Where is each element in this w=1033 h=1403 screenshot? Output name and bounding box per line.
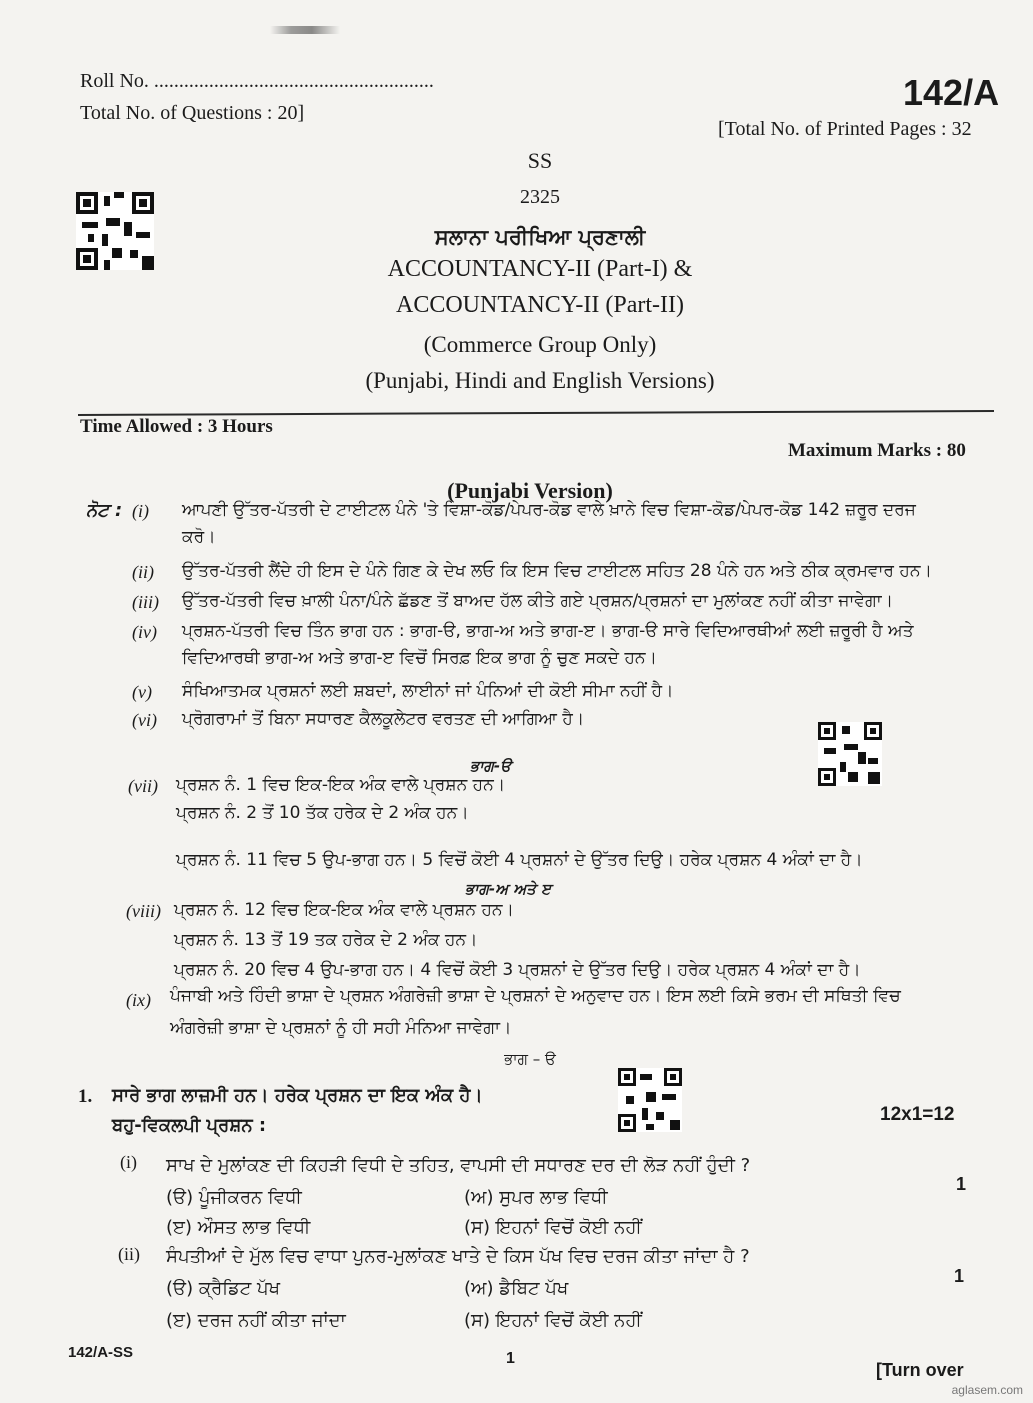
- qr-code-top: [76, 192, 154, 270]
- version-title: (Punjabi Version): [447, 478, 613, 503]
- note-text: ਕਰੋ।: [182, 527, 216, 547]
- note-text: ਪ੍ਰਸ਼ਨ ਨੰ. 2 ਤੋਂ 10 ਤੱਕ ਹਰੇਕ ਦੇ 2 ਅੰਕ ਹਨ।: [176, 803, 469, 823]
- subject-line-2: ACCOUNTANCY-II (Part-II): [395, 292, 685, 318]
- subject-line-1: ACCOUNTANCY-II (Part-I) &: [387, 256, 693, 282]
- section-heading: ਭਾਗ – ੳ: [504, 1050, 556, 1068]
- question-instruction: ਸਾਰੇ ਭਾਗ ਲਾਜ਼ਮੀ ਹਨ। ਹਰੇਕ ਪ੍ਰਸ਼ਨ ਦਾ ਇਕ ਅੰਕ ਹੈ।: [112, 1085, 483, 1106]
- note-text: ਉੱਤਰ-ਪੱਤਰੀ ਲੈਂਦੇ ਹੀ ਇਸ ਦੇ ਪੰਨੇ ਗਿਣ ਕੇ ਦੇਖ ਲਓ ਕਿ ਇਸ ਵਿਚ ਟਾਈਟਲ ਸਹਿਤ 28 ਪੰਨੇ ਹਨ ਅਤੇ ਠੀਕ ਕ੍ਰਮਵਾਰ ਹਨ।: [182, 561, 932, 581]
- subquestion-mark: 1: [956, 1174, 967, 1194]
- note-number: (iii): [132, 592, 159, 612]
- note-text: ਅੰਗਰੇਜ਼ੀ ਭਾਸ਼ਾ ਦੇ ਪ੍ਰਸ਼ਨਾਂ ਨੂੰ ਹੀ ਸਹੀ ਮੰਨਿਆ ਜਾਵੇਗਾ।: [170, 1018, 512, 1038]
- note-number: (i): [132, 501, 149, 521]
- qr-code-middle: [818, 722, 882, 786]
- note-text: ਆਪਣੀ ਉੱਤਰ-ਪੱਤਰੀ ਦੇ ਟਾਈਟਲ ਪੰਨੇ 'ਤੇ ਵਿਸ਼ਾ-ਕੋਡ/ਪੇਪਰ-ਕੋਡ ਵਾਲੇ ਖ਼ਾਨੇ ਵਿਚ ਵਿਸ਼ਾ-ਕੋਡ/ਪੇਪਰ-ਕੋਡ 142 ਜ਼ਰੂਰ ਦਰਜ: [182, 500, 916, 520]
- group-line: (Commerce Group Only): [423, 332, 657, 357]
- session-code: 2325: [520, 186, 560, 208]
- watermark: aglasem.com: [951, 1383, 1023, 1397]
- note-text: ਪ੍ਰਸ਼ਨ ਨੰ. 13 ਤੋਂ 19 ਤਕ ਹਰੇਕ ਦੇ 2 ਅੰਕ ਹਨ।: [174, 930, 478, 950]
- subquestion-text: ਸਾਖ ਦੇ ਮੁਲਾਂਕਣ ਦੀ ਕਿਹੜੀ ਵਿਧੀ ਦੇ ਤਹਿਤ, ਵਾਪਸੀ ਦੀ ਸਧਾਰਣ ਦਰ ਦੀ ਲੋੜ ਨਹੀਂ ਹੁੰਦੀ ?: [166, 1155, 751, 1176]
- scheme-title: ਸਲਾਨਾ ਪਰੀਖਿਆ ਪ੍ਰਣਾਲੀ: [434, 225, 646, 249]
- note-number: (vii): [128, 776, 158, 796]
- total-questions: Total No. of Questions : 20]: [80, 102, 305, 124]
- note-text: ਪ੍ਰਸ਼ਨ ਨੰ. 20 ਵਿਚ 4 ਉਪ-ਭਾਗ ਹਨ। 4 ਵਿਚੋਂ ਕੋਈ 3 ਪ੍ਰਸ਼ਨਾਂ ਦੇ ਉੱਤਰ ਦਿਉ। ਹਰੇਕ ਪ੍ਰਸ਼ਨ 4 ਅੰਕਾਂ ਦਾ ਹੈ।: [174, 960, 861, 980]
- question-marks: 12x1=12: [880, 1104, 955, 1125]
- scan-mark: [270, 26, 340, 34]
- note-text: ਪ੍ਰਸ਼ਨ ਨੰ. 12 ਵਿਚ ਇਕ-ਇਕ ਅੰਕ ਵਾਲੇ ਪ੍ਰਸ਼ਨ ਹਨ।: [174, 900, 514, 920]
- option-d: (ਸ) ਇਹਨਾਂ ਵਿਚੋਂ ਕੋਈ ਨਹੀਂ: [464, 1217, 642, 1238]
- note-text: ਪੰਜਾਬੀ ਅਤੇ ਹਿੰਦੀ ਭਾਸ਼ਾ ਦੇ ਪ੍ਰਸ਼ਨ ਅੰਗਰੇਜ਼ੀ ਭਾਸ਼ਾ ਦੇ ਪ੍ਰਸ਼ਨਾਂ ਦੇ ਅਨੁਵਾਦ ਹਨ। ਇਸ ਲਈ ਕਿਸੇ ਭਰਮ ਦੀ ਸਥਿਤੀ ਵਿਚ: [170, 986, 901, 1006]
- page-number: 1: [506, 1350, 515, 1367]
- note-text: ਵਿਦਿਆਰਥੀ ਭਾਗ-ਅ ਅਤੇ ਭਾਗ-ੲ ਵਿਚੋਂ ਸਿਰਫ਼ ਇਕ ਭਾਗ ਨੂੰ ਚੁਣ ਸਕਦੇ ਹਨ।: [182, 648, 657, 668]
- note-number: (v): [132, 682, 152, 702]
- versions-line: (Punjabi, Hindi and English Versions): [365, 368, 715, 393]
- question-subtitle: ਬਹੁ-ਵਿਕਲਪੀ ਪ੍ਰਸ਼ਨ :: [112, 1115, 267, 1136]
- maximum-marks: Maximum Marks : 80: [788, 440, 966, 461]
- option-d: (ਸ) ਇਹਨਾਂ ਵਿਚੋਂ ਕੋਈ ਨਹੀਂ: [464, 1310, 642, 1331]
- option-b: (ਅ) ਸੁਪਰ ਲਾਭ ਵਿਧੀ: [464, 1187, 608, 1208]
- part-bc-heading: ਭਾਗ-ਅ ਅਤੇ ੲ: [465, 880, 551, 898]
- subquestion-text: ਸੰਪਤੀਆਂ ਦੇ ਮੁੱਲ ਵਿਚ ਵਾਧਾ ਪੁਨਰ-ਮੁਲਾਂਕਣ ਖਾਤੇ ਦੇ ਕਿਸ ਪੱਖ ਵਿਚ ਦਰਜ ਕੀਤਾ ਜਾਂਦਾ ਹੈ ?: [166, 1246, 750, 1267]
- roll-no-line: Roll No. ........................................................: [80, 70, 434, 92]
- note-number: (iv): [132, 622, 157, 642]
- option-b: (ਅ) ਡੈਬਿਟ ਪੱਖ: [464, 1278, 569, 1299]
- note-number: (ix): [126, 990, 151, 1010]
- paper-code: 142/A: [903, 72, 1000, 113]
- note-number: (viii): [126, 901, 161, 921]
- subquestion-mark: 1: [954, 1266, 965, 1286]
- footer-code: 142/A-SS: [68, 1344, 134, 1361]
- note-text: ਉੱਤਰ-ਪੱਤਰੀ ਵਿਚ ਖ਼ਾਲੀ ਪੰਨਾ/ਪੰਨੇ ਛੱਡਣ ਤੋਂ ਬਾਅਦ ਹੱਲ ਕੀਤੇ ਗਏ ਪ੍ਰਸ਼ਨ/ਪ੍ਰਸ਼ਨਾਂ ਦਾ ਮੁਲਾਂਕਣ ਨਹੀਂ ਕੀਤਾ ਜਾਵੇਗਾ।: [182, 591, 894, 611]
- option-c: (ੲ) ਦਰਜ ਨਹੀਂ ਕੀਤਾ ਜਾਂਦਾ: [166, 1310, 346, 1331]
- option-a: (ੳ) ਕ੍ਰੈਡਿਟ ਪੱਖ: [166, 1278, 281, 1299]
- question-number: 1.: [78, 1086, 93, 1107]
- turn-over: [Turn over: [876, 1360, 964, 1380]
- total-printed-pages: [Total No. of Printed Pages : 32: [718, 118, 972, 140]
- option-a: (ੳ) ਪੂੰਜੀਕਰਨ ਵਿਧੀ: [166, 1187, 302, 1208]
- qr-code-bottom: [618, 1068, 682, 1132]
- note-text: ਪ੍ਰਸ਼ਨ ਨੰ. 11 ਵਿਚ 5 ਉਪ-ਭਾਗ ਹਨ। 5 ਵਿਚੋਂ ਕੋਈ 4 ਪ੍ਰਸ਼ਨਾਂ ਦੇ ਉੱਤਰ ਦਿਉ। ਹਰੇਕ ਪ੍ਰਸ਼ਨ 4 ਅੰਕਾਂ ਦਾ ਹੈ।: [176, 850, 863, 870]
- note-text: ਸੰਖਿਆਤਮਕ ਪ੍ਰਸ਼ਨਾਂ ਲਈ ਸ਼ਬਦਾਂ, ਲਾਈਨਾਂ ਜਾਂ ਪੰਨਿਆਂ ਦੀ ਕੋਈ ਸੀਮਾ ਨਹੀਂ ਹੈ।: [182, 681, 674, 701]
- part-a-heading: ਭਾਗ-ੳ: [470, 757, 512, 775]
- time-allowed: Time Allowed : 3 Hours: [80, 416, 273, 437]
- note-text: ਪ੍ਰੋਗਰਾਮਾਂ ਤੋਂ ਬਿਨਾ ਸਧਾਰਣ ਕੈਲਕੂਲੇਟਰ ਵਰਤਣ ਦੀ ਆਗਿਆ ਹੈ।: [182, 709, 585, 729]
- note-text: ਪ੍ਰਸ਼ਨ ਨੰ. 1 ਵਿਚ ਇਕ-ਇਕ ਅੰਕ ਵਾਲੇ ਪ੍ਰਸ਼ਨ ਹਨ।: [176, 775, 506, 795]
- note-number: (ii): [132, 562, 154, 582]
- note-label: ਨੋਟ :: [86, 500, 123, 521]
- subquestion-number: (ii): [118, 1244, 140, 1264]
- option-c: (ੲ) ਔਸਤ ਲਾਭ ਵਿਧੀ: [166, 1217, 311, 1238]
- note-number: (vi): [132, 710, 157, 730]
- subquestion-number: (i): [120, 1152, 137, 1172]
- note-text: ਪ੍ਰਸ਼ਨ-ਪੱਤਰੀ ਵਿਚ ਤਿੰਨ ਭਾਗ ਹਨ : ਭਾਗ-ੳ, ਭਾਗ-ਅ ਅਤੇ ਭਾਗ-ੲ। ਭਾਗ-ੳ ਸਾਰੇ ਵਿਦਿਆਰਥੀਆਂ ਲਈ ਜ਼ਰੂਰੀ ਹੈ ਅਤੇ: [182, 621, 914, 641]
- series-code: SS: [527, 148, 553, 173]
